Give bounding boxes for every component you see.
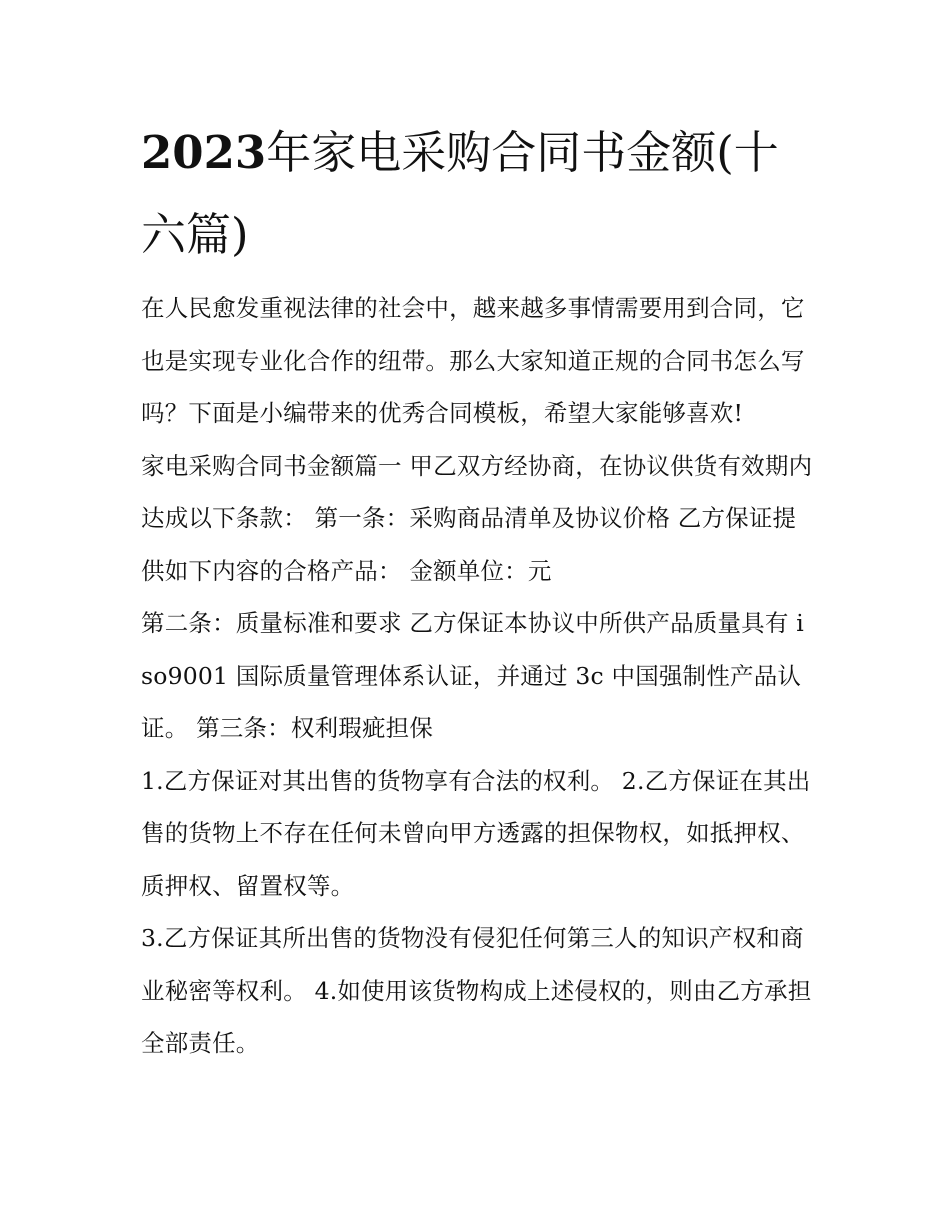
intro-paragraph: 在人民愈发重视法律的社会中，越来越多事情需要用到合同，它也是实现专业化合作的纽带。那么大家知道正规的合同书怎么写吗？下面是小编带来的优秀合同模板，希望大家能够喜欢! — [141, 294, 805, 427]
document-text — [141, 282, 813, 1070]
section-one-paragraph: 家电采购合同书金额篇一 甲乙双方经协商，在协议供货有效期内达成以下条款： 第一条：采购商品清单及协议价格 乙方保证提供如下内容的合格产品： 金额单位：元 — [141, 451, 813, 585]
warranty-paragraph-2: 3.乙方保证其所出售的货物没有侵犯任何第三人的知识产权和商业秘密等权利。 4.如使用该货物构成上述侵权的，则由乙方承担全部责任。 — [141, 924, 812, 1057]
title-year: 2023 — [141, 126, 267, 179]
warranty-paragraph-1: 1.乙方保证对其出售的货物享有合法的权利。 2.乙方保证在其出售的货物上不存在任何未曾向甲方透露的担保物权，如抵押权、质押权、留置权等。 — [141, 766, 811, 900]
document-body — [141, 112, 813, 1070]
document-title — [141, 112, 813, 276]
title-text: 年家电采购合同书金额(十六篇) — [141, 126, 779, 261]
section-two-paragraph: 第二条：质量标准和要求 乙方保证本协议中所供产品质量具有 iso9001 国际质量管理体系认证，并通过 3c 中国强制性产品认证。 第三条：权利瑕疵担保 — [141, 609, 804, 742]
